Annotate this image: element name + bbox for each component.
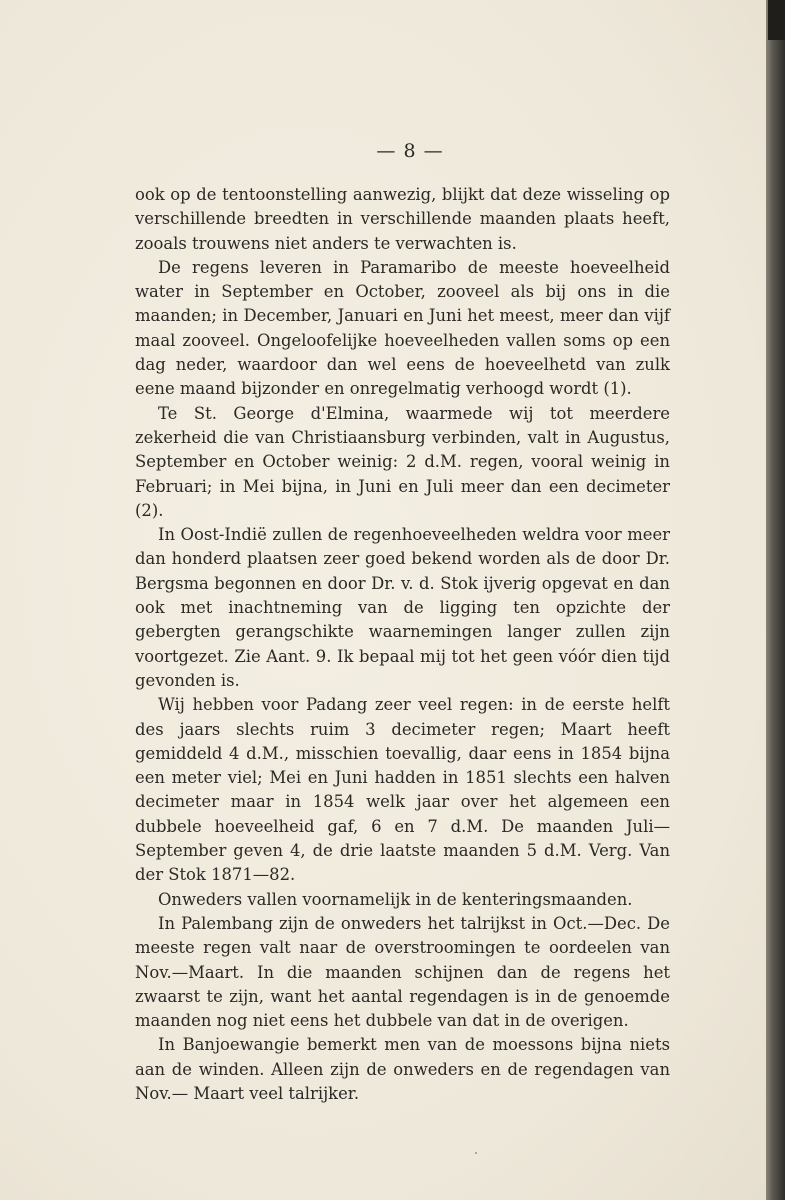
paragraph: In Palembang zijn de onweders het talrijkst in Oct.—Dec. De meeste regen valt naar de overstroomingen te oordeelen van Nov.—Maart. In die maanden schijnen dan de regens het zwaarst te zijn, want het aantal regendagen is in de genoemde maanden nog niet eens het dubbele van dat in de overigen. [135,913,670,1031]
paragraph: Onweders vallen voornamelijk in de kenteringsmaanden. [158,889,633,909]
paragraph: Te St. George d'Elmina, waarmede wij tot meerdere zekerheid die van Christiaansburg verbinden, valt in Augustus, September en October weinig: 2 d.M. regen, vooral weinig in Februari; in Mei bijna, in Juni en Juli meer dan een decimeter (2). [135,403,670,520]
body-text [135,183,670,1106]
paragraph: ook op de tentoonstelling aanwezig, blijkt dat deze wisseling op verschillende breedten in verschillende maanden plaats heeft, zooals trouwens niet anders te verwachten is. [135,185,670,253]
paragraph: In Oost-Indië zullen de regenhoeveelheden weldra voor meer dan honderd plaatsen zeer goed bekend worden als de door Dr. Bergsma begonnen en door Dr. v. d. Stok ijverig opgevat en dan ook met inachtneming van de ligging ten opzichte der gebergten gerangschikte waarnemingen langer zullen zijn voortgezet. Zie Aant. 9. Ik bepaal mij tot het geen vóór dien tijd gevonden is. [135,525,670,690]
paragraph: In Banjoewangie bemerkt men van de moessons bijna niets aan de winden. Alleen zijn de onweders en de regendagen van Nov.— Maart veel talrijker. [135,1035,670,1103]
paragraph: Wij hebben voor Padang zeer veel regen: in de eerste helft des jaars slechts ruim 3 decimeter regen; Maart heeft gemiddeld 4 d.M., misschien toevallig, daar eens in 1854 bijna een meter viel; Mei en Juni hadden in 1851 slechts een halven decimeter maar in 1854 welk jaar over het algemeen een dubbele hoeveelheid gaf, 6 en 7 d.M. De maanden Juli—September geven 4, de drie laatste maanden 5 d.M. Verg. Van der Stok 1871—82. [135,695,670,885]
page-number: — 8 — [376,140,444,162]
book-spine-edge [766,0,785,1200]
book-spine-shadow [768,0,785,40]
paragraph: De regens leveren in Paramaribo de meeste hoeveelheid water in September en October, zooveel als bij ons in die maanden; in December, Januari en Juni het meest, meer dan vijf maal zooveel. Ongeloofelijke hoeveelheden vallen soms op een dag neder, waardoor dan wel eens de hoeveelhetd van zulk eene maand bijzonder en onregelmatig verhoogd wordt (1). [135,257,670,399]
paper-speck [475,1152,477,1154]
